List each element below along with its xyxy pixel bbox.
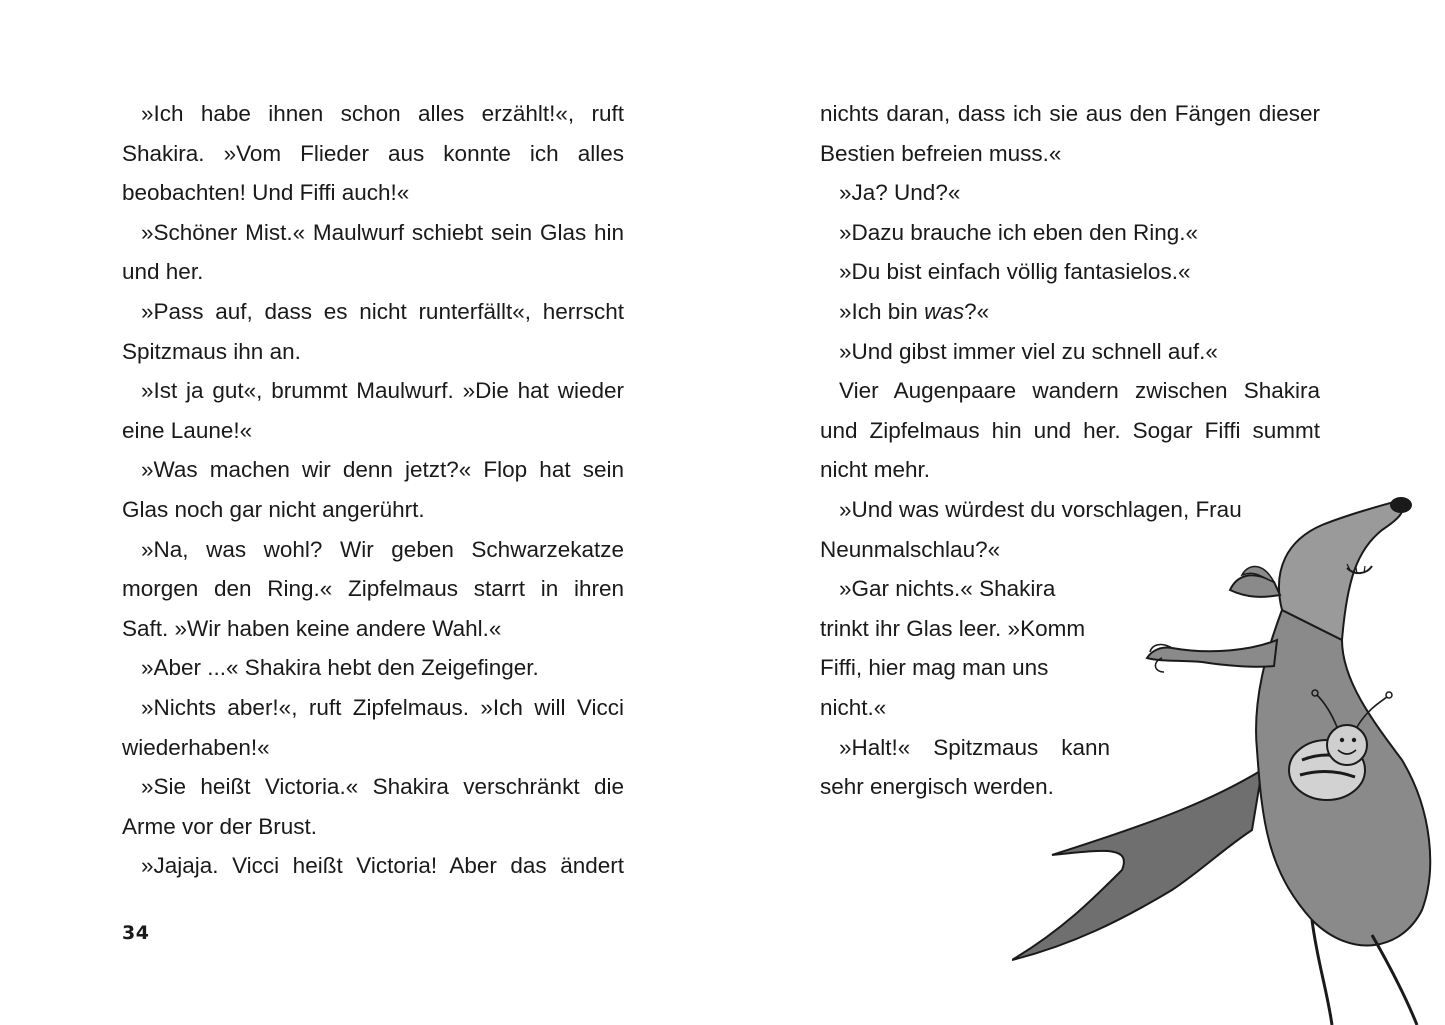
paragraph bbox=[122, 846, 624, 886]
text-line: »Halt!« Spitzmaus kann bbox=[839, 734, 1110, 760]
text-line: Arme vor der Brust. bbox=[122, 813, 318, 839]
text-line: »Na, was wohl? Wir geben Schwarzekatze bbox=[141, 536, 624, 562]
arm-shape bbox=[1147, 640, 1277, 667]
paragraph bbox=[122, 450, 624, 529]
text-line: »Was machen wir denn jetzt?« Flop hat sein bbox=[141, 457, 624, 483]
paragraph-continuation bbox=[820, 94, 1320, 173]
text-line: sehr energisch werden. bbox=[820, 774, 1054, 800]
left-text-column bbox=[122, 94, 624, 886]
nose-icon bbox=[1390, 497, 1412, 513]
text-line: wiederhaben!« bbox=[122, 734, 270, 760]
paragraph bbox=[820, 332, 1320, 372]
leg-shape bbox=[1372, 935, 1417, 1025]
paragraph bbox=[122, 94, 624, 213]
text-line: trinkt ihr Glas leer. »Komm bbox=[820, 615, 1086, 641]
text-line: beobachten! Und Fiffi auch!« bbox=[122, 180, 410, 206]
text-line: »Du bist einfach völlig fantasielos.« bbox=[839, 259, 1191, 285]
left-page bbox=[0, 0, 722, 1025]
right-page bbox=[722, 0, 1445, 1025]
text-line: »Ich habe ihnen schon alles erzählt!«, ruft bbox=[141, 101, 624, 126]
text-line: nicht mehr. bbox=[820, 457, 931, 483]
text-line: Fiffi, hier mag man uns bbox=[820, 655, 1049, 681]
text-line: »Nichts aber!«, ruft Zipfelmaus. »Ich will Vicci bbox=[141, 694, 624, 720]
text-line: und Zipfelmaus hin und her. Sogar Fiffi summt bbox=[820, 417, 1320, 443]
text-line: »Aber ...« Shakira hebt den Zeigefinger. bbox=[141, 655, 539, 681]
page-number: 34 bbox=[122, 922, 150, 944]
emphasized-word: was bbox=[924, 298, 965, 324]
paragraph bbox=[122, 213, 624, 292]
paragraph bbox=[820, 213, 1320, 253]
paragraph bbox=[122, 371, 624, 450]
text-line: Shakira. »Vom Flieder aus konnte ich alles bbox=[122, 140, 624, 166]
cape-shape bbox=[1012, 770, 1262, 960]
shrew-with-bee-icon bbox=[1012, 490, 1445, 1025]
text-line: Vier Augenpaare wandern zwischen Shakira bbox=[839, 378, 1320, 404]
paragraph bbox=[820, 252, 1320, 292]
text-line: »Jajaja. Vicci heißt Victoria! Aber das ändert bbox=[141, 853, 624, 879]
text-line: nicht.« bbox=[820, 694, 887, 720]
text-line: morgen den Ring.« Zipfelmaus starrt in ihren bbox=[122, 576, 624, 602]
paragraph bbox=[122, 530, 624, 649]
text-line: Saft. »Wir haben keine andere Wahl.« bbox=[122, 615, 502, 641]
text-line: »Gar nichts.« Shakira bbox=[839, 576, 1056, 602]
paragraph bbox=[122, 648, 624, 688]
text-segment: »Ich bin bbox=[839, 298, 925, 324]
text-line: »Schöner Mist.« Maulwurf schiebt sein Glas hin bbox=[141, 219, 624, 245]
paragraph bbox=[820, 292, 1320, 332]
text-line: »Und was würdest du vorschlagen, Frau bbox=[839, 496, 1242, 522]
paragraph bbox=[122, 292, 624, 371]
text-line: Glas noch gar nicht angerührt. bbox=[122, 496, 425, 522]
text-line: »Ist ja gut«, brummt Maulwurf. »Die hat wieder bbox=[141, 378, 624, 404]
paragraph bbox=[122, 688, 624, 767]
text-line: Neunmalschlau?« bbox=[820, 536, 1001, 562]
leg-shape bbox=[1312, 920, 1332, 1025]
text-line: »Sie heißt Victoria.« Shakira verschränkt die bbox=[141, 774, 624, 800]
text-segment: ?« bbox=[964, 298, 990, 324]
text-line: und her. bbox=[122, 259, 204, 285]
paragraph bbox=[820, 371, 1320, 490]
paragraph bbox=[820, 173, 1320, 213]
text-line: »Pass auf, dass es nicht runterfällt«, herrscht bbox=[141, 298, 624, 324]
paragraph bbox=[122, 767, 624, 846]
text-line: »Ja? Und?« bbox=[839, 180, 961, 206]
text-line: nichts daran, dass ich sie aus den Fängen dieser bbox=[820, 101, 1320, 126]
text-line: Bestien befreien muss.« bbox=[820, 140, 1062, 166]
text-line: »Dazu brauche ich eben den Ring.« bbox=[839, 219, 1199, 245]
text-line: eine Laune!« bbox=[122, 417, 253, 443]
text-line: »Und gibst immer viel zu schnell auf.« bbox=[839, 338, 1218, 364]
text-line: Spitzmaus ihn an. bbox=[122, 338, 301, 364]
